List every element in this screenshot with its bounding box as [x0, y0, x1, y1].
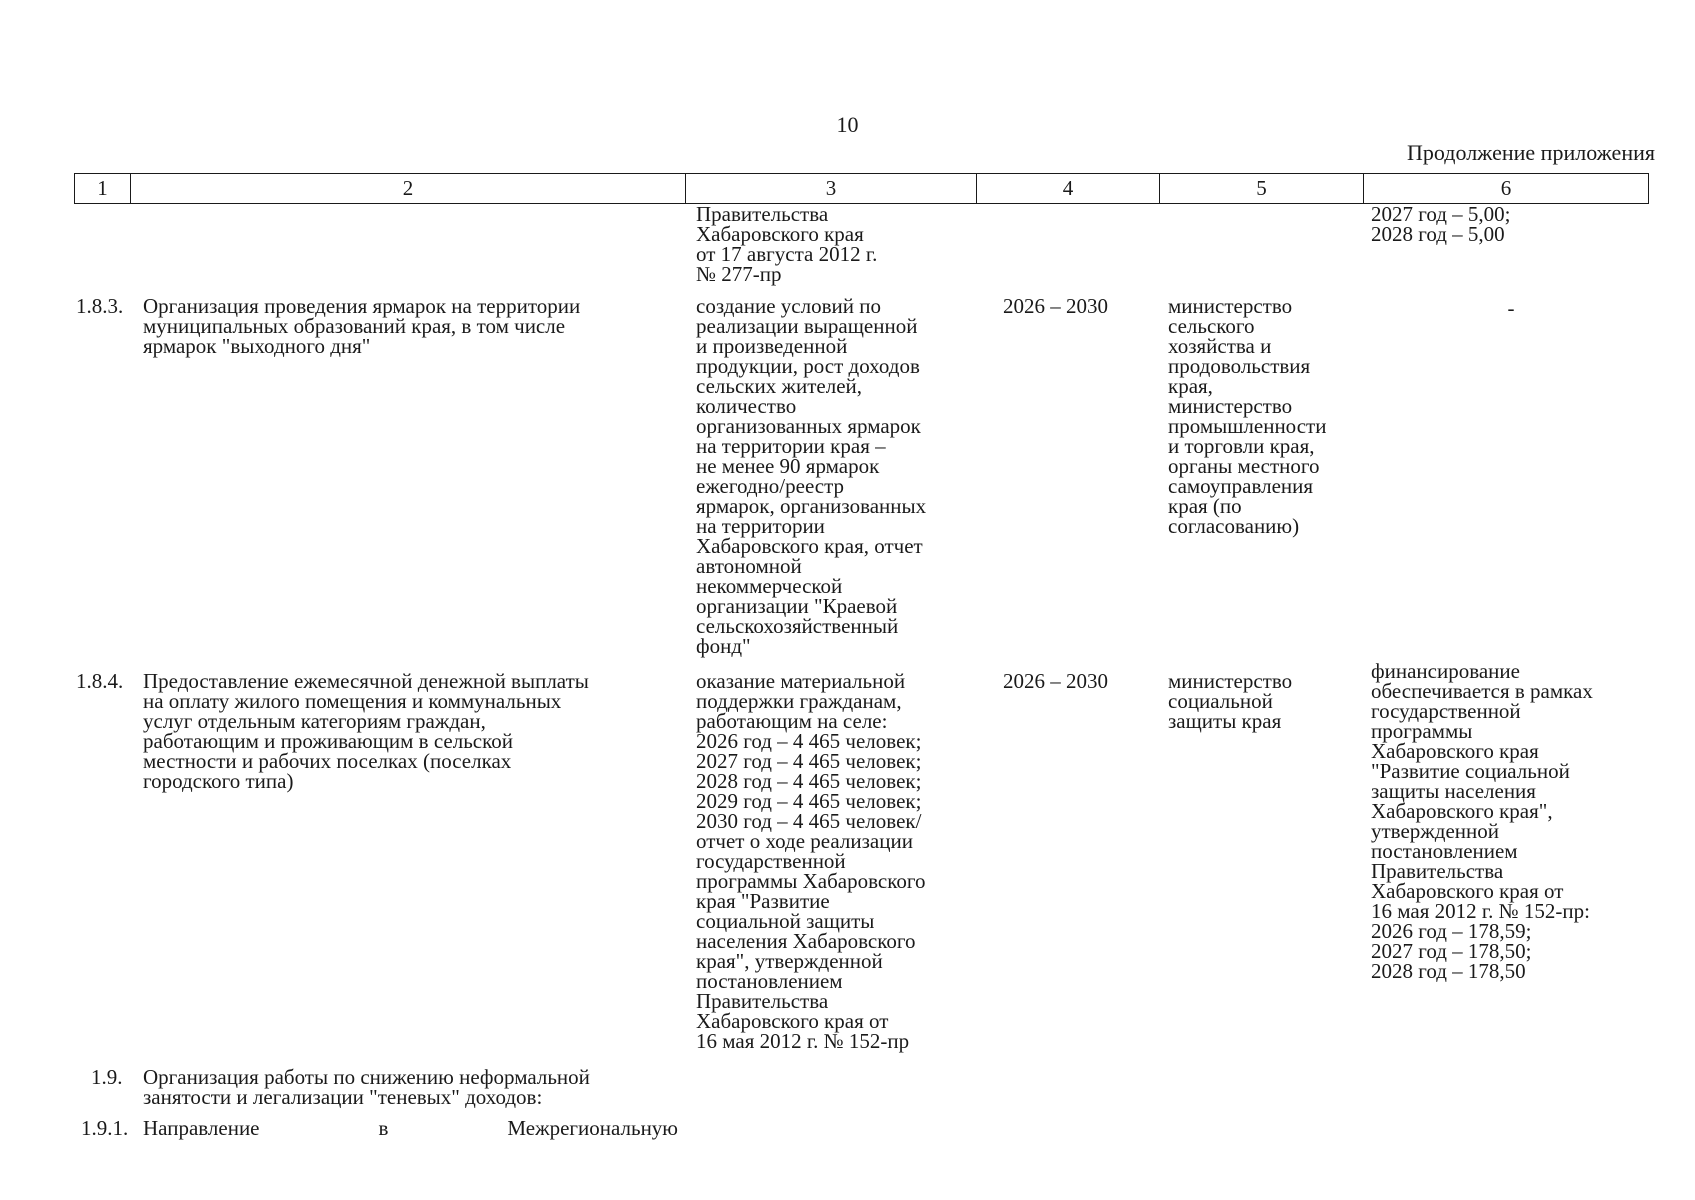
header-col-5: 5 — [1160, 174, 1364, 203]
header-col-1: 1 — [75, 174, 131, 203]
header-col-2: 2 — [131, 174, 686, 203]
row-number-1-9-1: 1.9.1. — [81, 1116, 129, 1140]
row-1-8-4-result: оказание материальной поддержки гражданам, работающим на селе: 2026 год – 4 465 человек; 2027 год – 4 465 человек; 2028 год – 4 465 человек; 2029 год – 4 465 человек; 2030 год – 4 465 человек/ отчет о ходе реализации государственной программы Хабаровского края "Развитие социальной защиты населения Хабаровского края", утвержденной постановлением Правительства Хабаровского края от 16 мая 2012 г. № 152-пр — [696, 669, 926, 1053]
row-1-9-1-word-1: Направление — [143, 1116, 260, 1140]
table-header-row — [74, 173, 1649, 204]
header-col-3: 3 — [686, 174, 977, 203]
row-number-1-8-4: 1.8.4. — [76, 669, 124, 693]
page-number: 10 — [836, 112, 859, 137]
row-1-8-3-result: создание условий по реализации выращенной и произведенной продукции, рост доходов сельских жителей, количество организованных ярмарок на территории края – не менее 90 ярмарок ежегодно/реестр ярмарок, организованных на территории Хабаровского края, отчет автономной некоммерческой организации "Краевой сельскохозяйственный фонд" — [696, 294, 927, 658]
row-1-8-4-activity: Предоставление ежемесячной денежной выплаты на оплату жилого помещения и коммунальных услуг отдельным категориям граждан, работающим и проживающим в сельской местности и рабочих поселках (поселках городского типа) — [143, 669, 589, 793]
row-1-8-4-funding: финансирование обеспечивается в рамках государственной программы Хабаровского края "Развитие социальной защиты населения Хабаровского края", утвержденной постановлением Правительства Хабаровского края от 16 мая 2012 г. № 152-пр: 2026 год – 178,59; 2027 год – 178,50; 2028 год – 178,50 — [1371, 659, 1593, 983]
row-number-1-8-3: 1.8.3. — [76, 294, 124, 318]
row-1-9-1-word-3: Межрегиональную — [507, 1116, 678, 1140]
row-1-8-3-period: 2026 – 2030 — [1003, 294, 1108, 318]
row-1-8-4-executors: министерство социальной защиты края — [1168, 669, 1293, 733]
row-1-9-1-word-2: в — [378, 1116, 389, 1140]
row-1-8-3-funding: - — [1507, 296, 1515, 320]
carry-funding-text: 2027 год – 5,00; 2028 год – 5,00 — [1371, 202, 1511, 246]
row-number-1-9: 1.9. — [91, 1065, 123, 1089]
row-1-8-3-executors: министерство сельского хозяйства и продовольствия края, министерство промышленности и торговли края, органы местного самоуправления края (по согласованию) — [1168, 294, 1327, 538]
row-1-9-activity: Организация работы по снижению неформальной занятости и легализации "теневых" доходов: — [143, 1065, 590, 1109]
header-col-4: 4 — [977, 174, 1160, 203]
carry-result-text: Правительства Хабаровского края от 17 августа 2012 г. № 277-пр — [696, 202, 878, 286]
continuation-label: Продолжение приложения — [1407, 140, 1655, 165]
row-1-8-4-period: 2026 – 2030 — [1003, 669, 1108, 693]
header-col-6: 6 — [1500, 176, 1512, 200]
row-1-9-1-activity — [143, 1118, 678, 1138]
row-1-8-3-activity: Организация проведения ярмарок на территории муниципальных образований края, в том числе ярмарок "выходного дня" — [143, 294, 581, 358]
